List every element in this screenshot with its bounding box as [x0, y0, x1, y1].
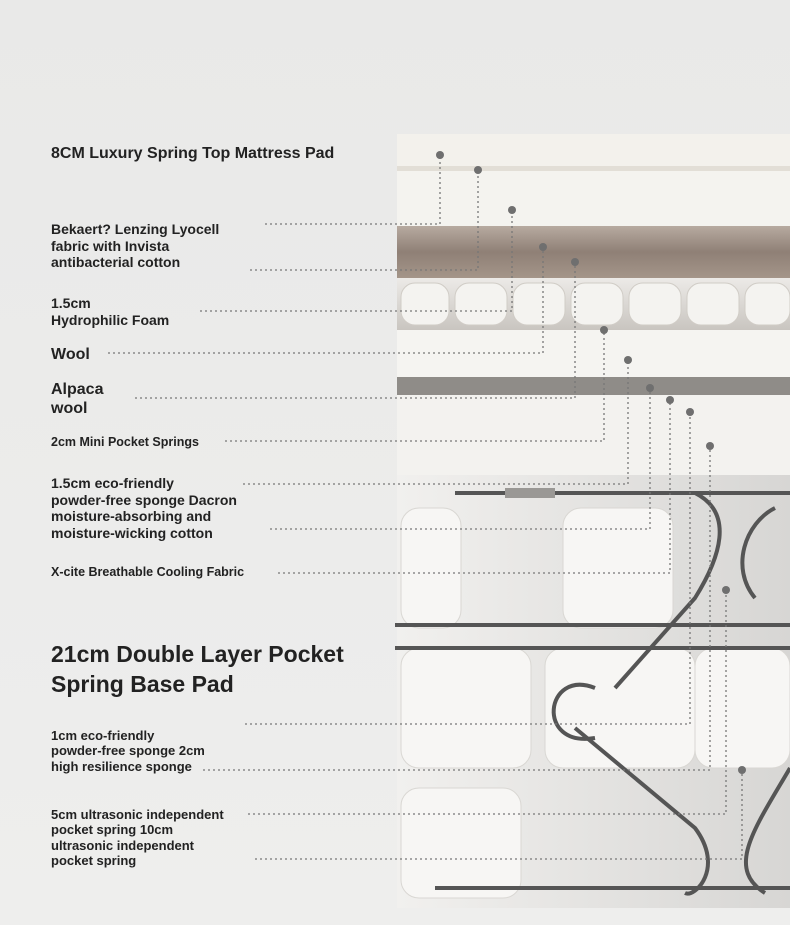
layer-label-lyocell-fabric: Bekaert? Lenzing Lyocell fabric with Invista antibacterial cotton [51, 221, 220, 271]
layer-label-high-resilience-sponge: 1cm eco-friendly powder-free sponge 2cm high resilience sponge [51, 728, 205, 774]
layer-label-wool: Wool [51, 346, 90, 363]
layer-label-mini-pocket-springs: 2cm Mini Pocket Springs [51, 435, 199, 449]
layer-label-ultrasonic-pocket-spring: 5cm ultrasonic independent pocket spring 10cm ultrasonic independent pocket spring [51, 807, 224, 868]
base-section-title: 21cm Double Layer Pocket Spring Base Pad [51, 641, 344, 697]
layer-label-cooling-fabric: X-cite Breathable Cooling Fabric [51, 565, 245, 579]
layer-label-eco-sponge-dacron: 1.5cm eco-friendly powder-free sponge Dacron moisture-absorbing and moisture-wicking cotton [51, 475, 237, 541]
top-section-title: 8CM Luxury Spring Top Mattress Pad [51, 145, 335, 162]
layer-label-alpaca-wool: Alpaca wool [51, 381, 104, 417]
layer-label-hydrophilic-foam: 1.5cm Hydrophilic Foam [51, 295, 170, 328]
